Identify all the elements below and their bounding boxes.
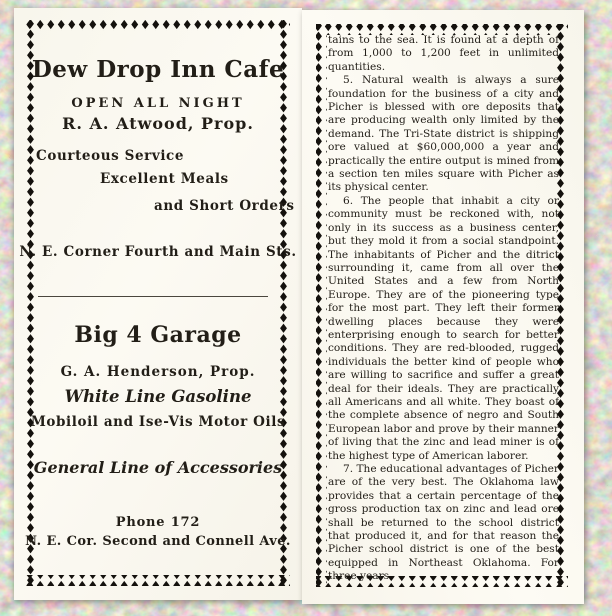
cafe-address: N. E. Corner Fourth and Main Sts. (19, 244, 297, 260)
article-text-column (328, 34, 559, 586)
ad-divider-rule (38, 296, 268, 297)
garage-phone: Phone 172 (115, 515, 201, 530)
left-page (14, 8, 302, 600)
garage-proprietor: G. A. Henderson, Prop. (60, 364, 256, 380)
article-paragraph-continuation: tains to the sea. It is found at a depth of from 1,000 to 1,200 feet in unlimited quantities. (328, 34, 559, 73)
cafe-subtitle: OPEN ALL NIGHT (71, 96, 245, 111)
cafe-feature-1: Courteous Service (36, 148, 185, 164)
garage-product-3: General Line of Accessories (33, 458, 283, 477)
cafe-proprietor: R. A. Atwood, Prop. (62, 114, 254, 133)
garage-product-2: Mobiloil and Ise-Vis Motor Oils (30, 414, 286, 430)
article-paragraph-6: 6. The people that inhabit a city or community must be reckoned with, not only in its success as a business center, but they mold it from a social standpoint. The inhabitants of Picher and the ditrict surrounding it, came from all over the United States and a few from North Europe. They are of the pioneering type for the most part. They left their former dwelling places because they were enterprising enough to search for better conditions. They are red-blooded, rugged individuals the better kind of people who are willing to sacrifice and suffer a great deal for their ideals. They are practically all Americans and all white. They boast of the complete absence of negro and South European labor and prove by their manner of living that the zinc and lead miner is of the highest type of American laborer. (328, 194, 559, 462)
article-paragraph-5: 5. Natural wealth is always a sure foundation for the business of a city and Picher is blessed with ore deposits that are producing wealth only limited by the demand. The Tri-State district is shipping ore valued at $60,000,000 a year and practically the entire output is mined from a section ten miles square with Picher as its physical center. (328, 74, 559, 194)
right-page (302, 10, 584, 604)
article-paragraph-7: 7. The educational advantages of Picher are of the very best. The Oklahoma law provides that a certain percentage of the gross production tax on zinc and lead ore shall be returned to the school district that produced it, and for that reason the Picher school district is one of the best equipped in Northeast Oklahoma. For three years (328, 463, 559, 583)
garage-product-1: White Line Gasoline (64, 387, 252, 406)
cafe-feature-3: and Short Orders (154, 198, 295, 214)
cafe-title: Dew Drop Inn Cafe (31, 56, 285, 83)
garage-title: Big 4 Garage (74, 322, 242, 348)
garage-address: N. E. Cor. Second and Connell Ave. (25, 534, 291, 549)
cafe-feature-2: Excellent Meals (100, 171, 229, 187)
